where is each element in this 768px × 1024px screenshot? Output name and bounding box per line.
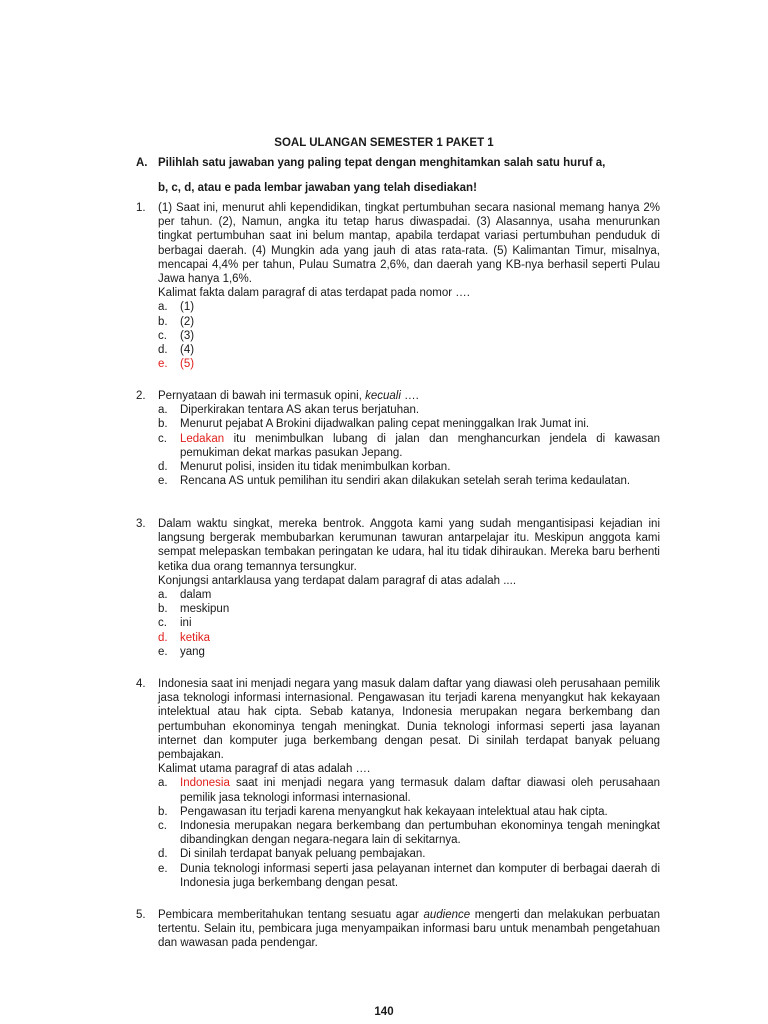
option-e[interactable]: e. Rencana AS untuk pemilihan itu sendiri akan dilakukan setelah serah terima kedaulatan.	[158, 475, 631, 488]
section-instruction	[136, 151, 658, 201]
option-b[interactable]: b. meskipun	[158, 603, 230, 616]
question-prompt: Kalimat fakta dalam paragraf di atas terdapat pada nomor ….	[158, 287, 470, 300]
question-text: Pembicara memberitahukan tentang sesuatu agar audience mengerti dan melakukan perbuatan tertentu. Selain itu, pembicara juga menyampaikan informasi baru untuk menambah pengetahuan dan wawasan pada pendengar.	[158, 909, 661, 950]
option-a[interactable]: a. (1)	[158, 301, 195, 314]
instruction-line-1: Pilihlah satu jawaban yang paling tepat dengan menghitamkan salah satu huruf a,	[158, 157, 606, 169]
question-3	[136, 517, 660, 659]
question-text: Indonesia saat ini menjadi negara yang masuk dalam daftar yang diawasi oleh perusahaan pemilik jasa teknologi informasi internasional. Pengawasan itu terjadi karena menyangkut hak kekayaan intelektual atau hak cipta. Sebab katanya, Indonesia merupakan negara berkembang dan pertumbuhan ekonominya tengah meningkat. Dunia teknologi informasi seperti jasa layanan internet dan komputer juga berkembang dengan pesat. Di sinilah terdapat banyak peluang pembajakan.	[158, 678, 660, 762]
option-b[interactable]: b. Menurut pejabat A Brokini dijadwalkan paling cepat meninggalkan Irak Jumat ini.	[158, 418, 590, 431]
option-d[interactable]: d. (4)	[158, 344, 195, 357]
question-2	[136, 389, 660, 488]
option-d-answer[interactable]: d. ketika	[158, 631, 211, 644]
question-4	[136, 677, 660, 890]
section-letter: A.	[136, 157, 148, 169]
question-text: Dalam waktu singkat, mereka bentrok. Anggota kami yang sudah mengantisipasi kejadian ini langsung bergerak membubarkan kerumunan tawuran antarpelajar itu. Meskipun anggota kami sempat melepaskan tembakan peringatan ke udara, hal itu tidak dihiraukan. Mereka baru berhenti ketika dua orang temannya tersungkur.	[158, 518, 660, 573]
option-b[interactable]: b. (2)	[158, 315, 195, 328]
option-e[interactable]: e. yang	[158, 645, 205, 658]
question-1	[136, 201, 660, 371]
option-d[interactable]: d. Menurut polisi, insiden itu tidak menimbulkan korban.	[158, 461, 451, 474]
question-prompt: Kalimat utama paragraf di atas adalah ….	[158, 763, 371, 776]
page-title: SOAL ULANGAN SEMESTER 1 PAKET 1	[274, 137, 494, 149]
question-number: 3.	[136, 518, 146, 530]
option-c[interactable]: c. ini	[158, 617, 192, 630]
question-number: 4.	[136, 678, 146, 690]
question-number: 2.	[136, 390, 146, 402]
option-e-answer[interactable]: e. (5)	[158, 358, 195, 371]
question-text: Pernyataan di bawah ini termasuk opini, kecuali ….	[158, 390, 419, 402]
option-d[interactable]: d. Di sinilah terdapat banyak peluang pembajakan.	[158, 848, 426, 861]
option-c[interactable]: c. (3)	[158, 329, 195, 342]
answer-highlight: Ledakan	[180, 432, 225, 445]
option-e[interactable]: e. Dunia teknologi informasi seperti jasa pelayanan internet dan komputer di berbagai daerah di Indonesia juga berkembang dengan pesat.	[158, 862, 660, 889]
page-number: 140	[374, 1006, 394, 1018]
option-a[interactable]: a. Diperkirakan tentara AS akan terus berjatuhan.	[158, 404, 420, 417]
question-number: 1.	[136, 202, 146, 214]
option-a[interactable]: a. dalam	[158, 589, 212, 602]
instruction-line-2: b, c, d, atau e pada lembar jawaban yang telah disediakan!	[158, 182, 477, 194]
question-prompt: Konjungsi antarklausa yang terdapat dalam paragraf di atas adalah ....	[158, 574, 517, 587]
answer-highlight: Indonesia	[180, 777, 230, 790]
option-c[interactable]: c. Indonesia merupakan negara berkembang dan pertumbuhan ekonominya tengah meningkat dibandingkan dengan negara-negara lain di sekitarnya.	[158, 820, 660, 847]
option-a-answer[interactable]: a. Indonesia saat ini menjadi negara yang termasuk dalam daftar diawasi oleh perusahaan pemilik jasa teknologi informasi internasional.	[158, 777, 660, 804]
question-5	[136, 908, 660, 951]
option-b[interactable]: b. Pengawasan itu terjadi karena menyangkut hak kekayaan intelektual atau hak cipta.	[158, 805, 608, 818]
question-number: 5.	[136, 909, 146, 921]
option-c-answer[interactable]: c. Ledakan itu menimbulkan lubang di jalan dan menghancurkan jendela di kawasan pemukiman dekat markas pasukan Jepang.	[158, 432, 660, 459]
question-text: (1) Saat ini, menurut ahli kependidikan, tingkat pertumbuhan secara nasional memang hanya 2% per tahun. (2), Namun, angka itu tetap harus diwaspadai. (3) Alasannya, usaha menurunkan tingkat pertumbuhan saat ini belum mantap, apabila terdapat variasi pertumbuhan penduduk di berbagai daerah. (4) Mungkin ada yang jauh di atas rata-rata. (5) Kalimantan Timur, misalnya, mencapai 4,4% per tahun, Pulau Sumatra 2,6%, dan daerah yang KB-nya berhasil seperti Pulau Jawa hanya 1,6%.	[158, 202, 660, 286]
